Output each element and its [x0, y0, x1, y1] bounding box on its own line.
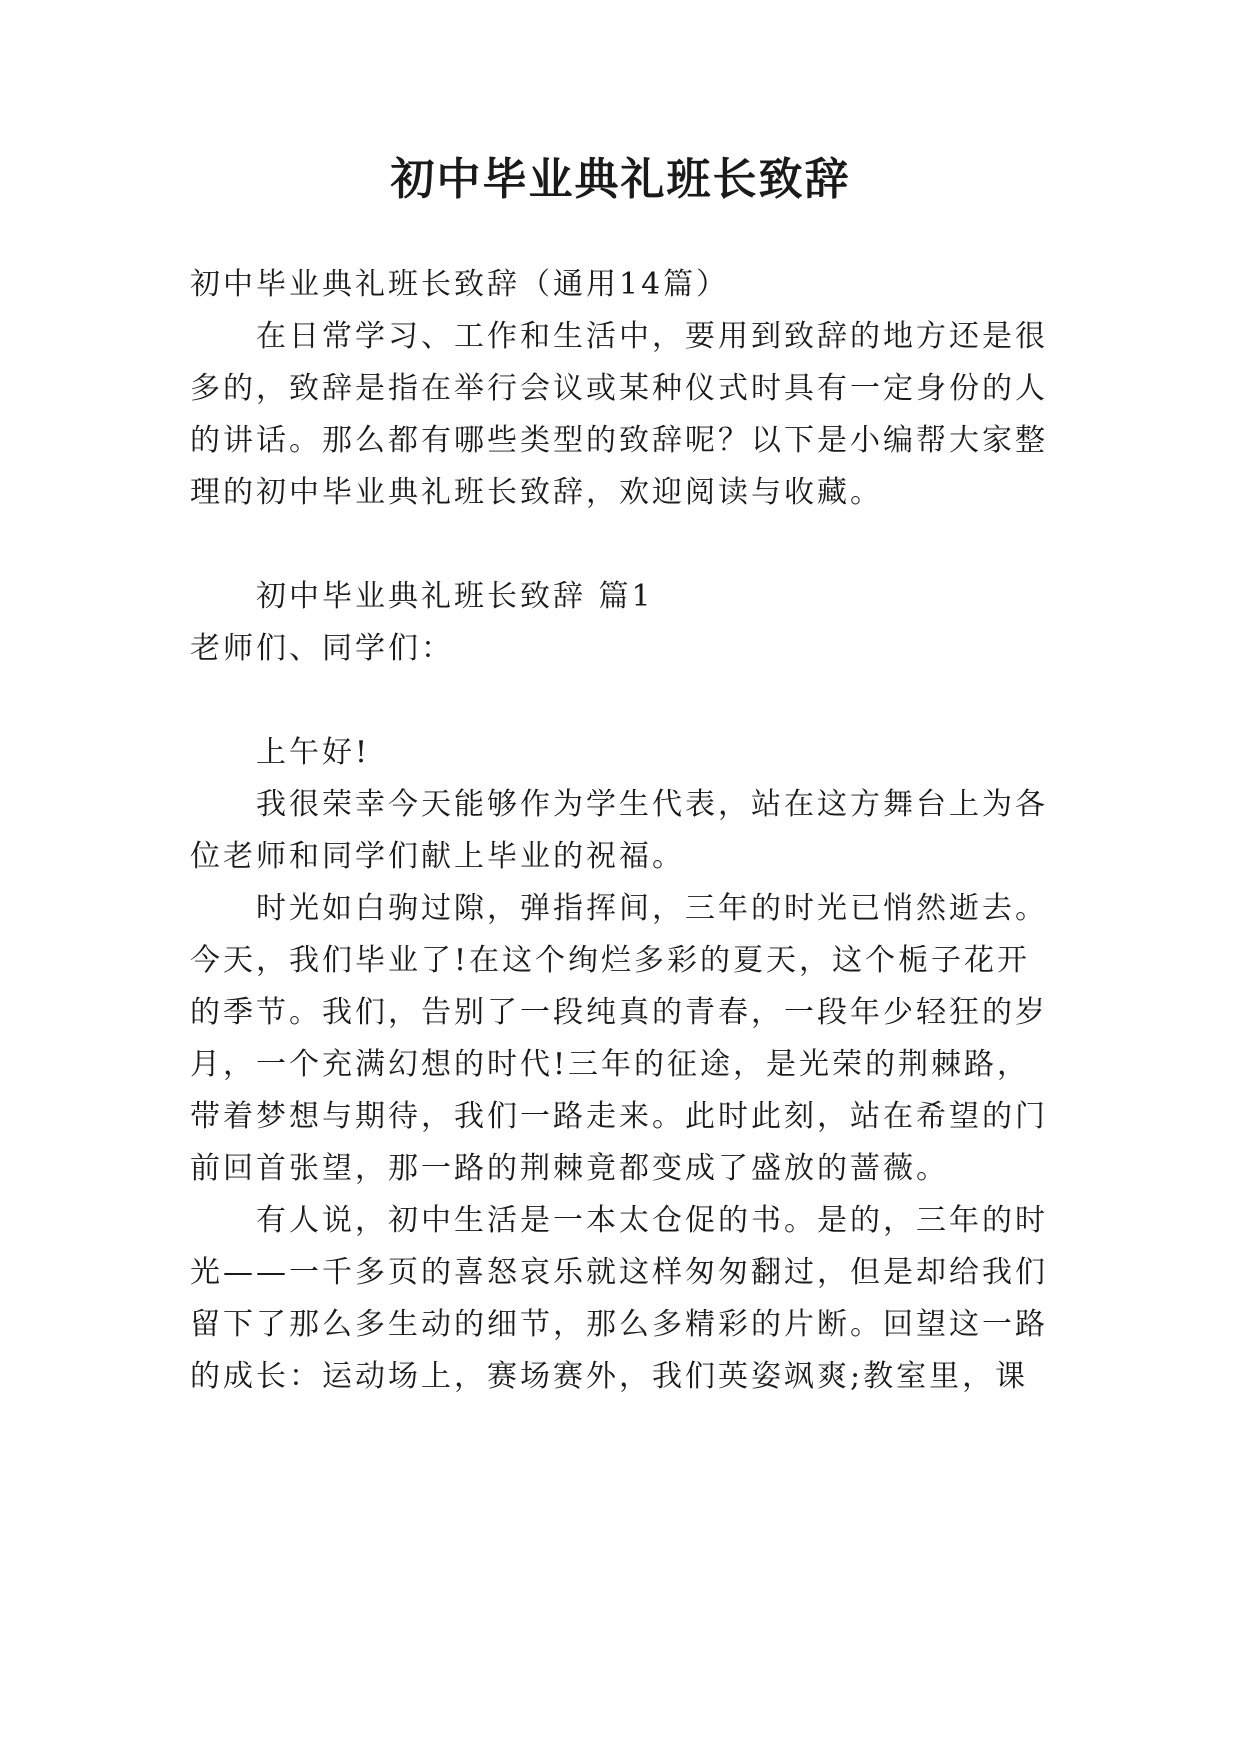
- para2-line-2: 今天，我们毕业了!在这个绚烂多彩的夏天，这个栀子花开: [190, 943, 1031, 978]
- salutation: 老师们、同学们：: [190, 631, 454, 666]
- para2-line-5: 带着梦想与期待，我们一路走来。此时此刻，站在希望的门: [190, 1099, 1048, 1134]
- para2-line-1: 时光如白驹过隙，弹指挥间，三年的时光已悄然逝去。: [256, 891, 1048, 926]
- intro-line-4: 理的初中毕业典礼班长致辞，欢迎阅读与收藏。: [190, 475, 883, 510]
- para3-line-4: 的成长：运动场上，赛场赛外，我们英姿飒爽;教室里，课: [190, 1359, 1029, 1394]
- section-heading: 初中毕业典礼班长致辞 篇1: [256, 579, 654, 614]
- para3-line-2: 光——一千多页的喜怒哀乐就这样匆匆翻过，但是却给我们: [190, 1255, 1048, 1290]
- para2-line-6: 前回首张望，那一路的荆棘竟都变成了盛放的蔷薇。: [190, 1151, 949, 1186]
- para3-line-1: 有人说，初中生活是一本太仓促的书。是的，三年的时: [256, 1203, 1048, 1238]
- para3-line-3: 留下了那么多生动的细节，那么多精彩的片断。回望这一路: [190, 1307, 1048, 1342]
- intro-line-2: 多的，致辞是指在举行会议或某种仪式时具有一定身份的人: [190, 371, 1048, 406]
- document-subtitle: 初中毕业典礼班长致辞（通用14篇）: [190, 267, 730, 302]
- intro-line-1: 在日常学习、工作和生活中，要用到致辞的地方还是很: [256, 319, 1048, 354]
- para2-line-4: 月，一个充满幻想的时代!三年的征途，是光荣的荆棘路，: [190, 1047, 1031, 1082]
- para1-line-1: 我很荣幸今天能够作为学生代表，站在这方舞台上为各: [256, 787, 1048, 822]
- greeting: 上午好!: [256, 735, 371, 770]
- document-title: 初中毕业典礼班长致辞: [390, 154, 851, 205]
- intro-line-3: 的讲话。那么都有哪些类型的致辞呢？以下是小编帮大家整: [190, 423, 1048, 458]
- para2-line-3: 的季节。我们，告别了一段纯真的青春，一段年少轻狂的岁: [190, 995, 1048, 1030]
- para1-line-2: 位老师和同学们献上毕业的祝福。: [190, 839, 685, 874]
